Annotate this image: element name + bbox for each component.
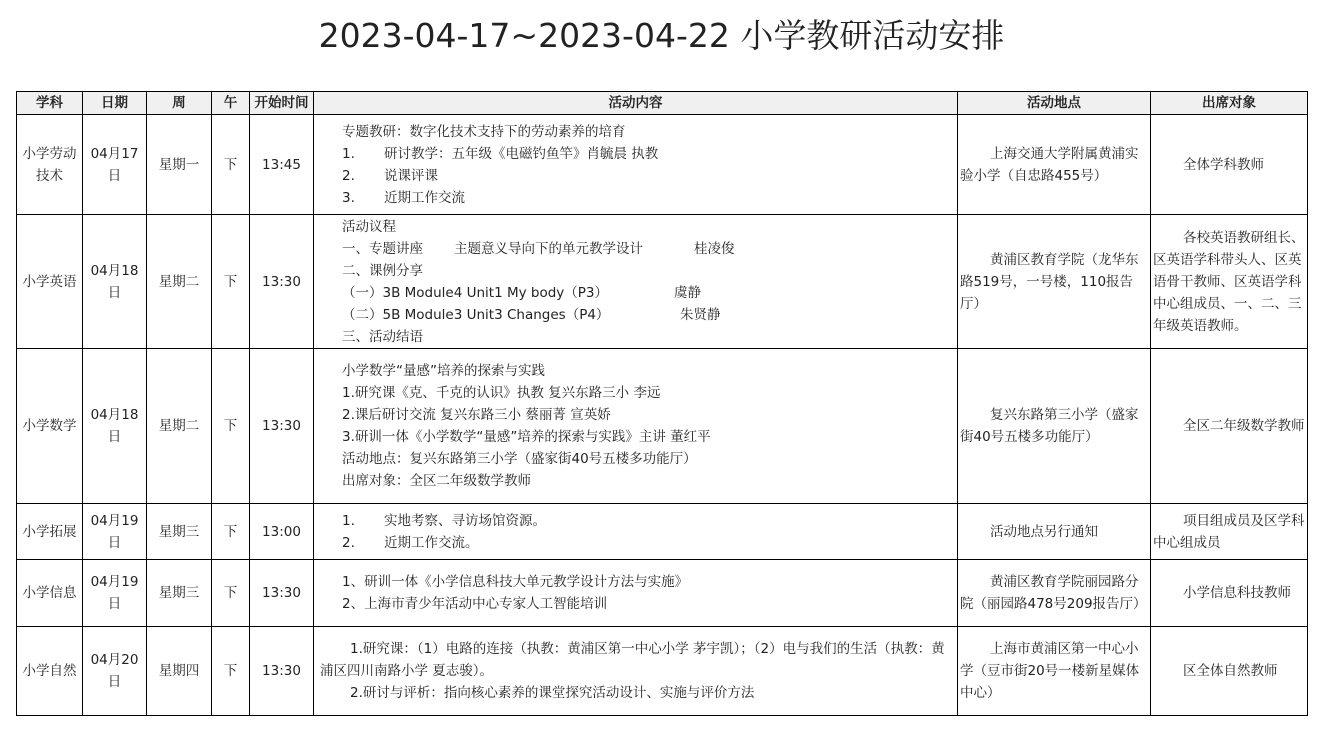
content-line (316, 238, 955, 260)
content-line: 二、课例分享 (342, 262, 423, 279)
content-line: 1.研究课：（1）电路的连接（执教：黄浦区第一中心小学 茅宇凯）；（2）电与我们的生活（执教：黄浦区四川南路小学 夏志骏）。 (320, 641, 945, 679)
date-cell: 04月19日 (83, 560, 147, 627)
noon-cell: 下 (212, 560, 250, 627)
subject-cell: 小学数学 (17, 349, 83, 504)
content-line (316, 143, 955, 165)
week-cell: 星期二 (147, 349, 212, 504)
location-cell: 上海交通大学附属黄浦实验小学（自忠路455号） (958, 115, 1151, 215)
content-cell (314, 560, 958, 627)
noon-cell: 下 (212, 504, 250, 560)
noon-cell: 下 (212, 215, 250, 349)
time-cell: 13:30 (250, 215, 314, 349)
header-start-time: 开始时间 (250, 92, 314, 115)
week-cell: 星期三 (147, 560, 212, 627)
location-cell: 黄浦区教育学院（龙华东路519号，一号楼，110报告厅） (958, 215, 1151, 349)
content-line: 2.课后研讨交流 复兴东路三小 蔡丽菁 宣英娇 (342, 407, 611, 423)
table-row (17, 349, 1308, 504)
subject-cell: 小学劳动技术 (17, 115, 83, 215)
table-row (17, 215, 1308, 349)
time-cell: 13:30 (250, 560, 314, 627)
location-cell: 复兴东路第三小学（盛家街40号五楼多功能厅） (958, 349, 1151, 504)
content-line (316, 510, 955, 532)
content-line (316, 187, 955, 209)
content-line: 2.研讨与评析：指向核心素养的课堂探究活动设计、实施与评价方法 (350, 685, 755, 701)
content-text: 虞静 (674, 284, 701, 301)
time-cell: 13:30 (250, 349, 314, 504)
noon-cell: 下 (212, 627, 250, 716)
table-row (17, 560, 1308, 627)
week-cell: 星期三 (147, 504, 212, 560)
content-text: 一、专题讲座 (342, 240, 423, 257)
table-row (17, 504, 1308, 560)
date-cell: 04月18日 (83, 349, 147, 504)
week-cell: 星期一 (147, 115, 212, 215)
header-date: 日期 (83, 92, 147, 115)
content-line: 活动议程 (342, 218, 396, 235)
date-cell: 04月19日 (83, 504, 147, 560)
content-line (316, 304, 955, 326)
content-line: 1、研训一体《小学信息科技大单元教学设计方法与实施》 (342, 574, 689, 590)
date-cell: 04月20日 (83, 627, 147, 716)
content-cell (314, 115, 958, 215)
content-line: 1.研究课《克、千克的认识》执教 复兴东路三小 李远 (342, 385, 661, 401)
subject-cell: 小学拓展 (17, 504, 83, 560)
content-cell (314, 504, 958, 560)
header-subject: 学科 (17, 92, 83, 115)
content-line: 3.研训一体《小学数学“量感”培养的探索与实践》主讲 董红平 (342, 429, 711, 445)
week-cell: 星期四 (147, 627, 212, 716)
content-line: 专题教研：数字化技术支持下的劳动素养的培育 (342, 123, 626, 140)
table-row (17, 115, 1308, 215)
list-number: 1. (342, 145, 355, 162)
content-line (316, 532, 955, 554)
audience-cell: 区全体自然教师 (1151, 627, 1308, 716)
content-line: 小学数学“量感”培养的探索与实践 (342, 363, 545, 379)
header-noon: 午 (212, 92, 250, 115)
location-cell: 上海市黄浦区第一中心小学（豆市街20号一楼新星媒体中心） (958, 627, 1151, 716)
noon-cell: 下 (212, 115, 250, 215)
time-cell: 13:00 (250, 504, 314, 560)
audience-cell: 各校英语教研组长、区英语学科带头人、区英语骨干教师、区英语学科中心组成员、一、二、三年级英语教师。 (1151, 215, 1308, 349)
list-text: 说课评课 (384, 167, 438, 184)
subject-cell: 小学信息 (17, 560, 83, 627)
location-cell: 黄浦区教育学院丽园路分院（丽园路478号209报告厅） (958, 560, 1151, 627)
date-cell: 04月18日 (83, 215, 147, 349)
list-text: 实地考察、寻访场馆资源。 (384, 512, 546, 529)
content-line: 三、活动结语 (342, 328, 423, 345)
content-text: 桂凌俊 (694, 240, 735, 257)
subject-cell: 小学自然 (17, 627, 83, 716)
week-cell: 星期二 (147, 215, 212, 349)
header-audience: 出席对象 (1151, 92, 1308, 115)
audience-cell: 全体学科教师 (1151, 115, 1308, 215)
content-line: 2、上海市青少年活动中心专家人工智能培训 (342, 596, 608, 612)
time-cell: 13:30 (250, 627, 314, 716)
content-line (316, 165, 955, 187)
content-cell (314, 215, 958, 349)
content-text: 朱贤静 (680, 306, 721, 323)
audience-cell: 项目组成员及区学科中心组成员 (1151, 504, 1308, 560)
content-text: 主题意义导向下的单元教学设计 (454, 240, 643, 257)
list-number: 3. (342, 189, 355, 206)
date-cell: 04月17日 (83, 115, 147, 215)
list-number: 2. (342, 534, 355, 551)
header-content: 活动内容 (314, 92, 958, 115)
content-line (316, 282, 955, 304)
content-cell (314, 349, 958, 504)
header-location: 活动地点 (958, 92, 1151, 115)
time-cell: 13:45 (250, 115, 314, 215)
location-cell: 活动地点另行通知 (958, 504, 1151, 560)
list-number: 2. (342, 167, 355, 184)
content-line: 活动地点：复兴东路第三小学（盛家街40号五楼多功能厅） (342, 451, 697, 467)
list-number: 1. (342, 512, 355, 529)
content-text: （二）5B Module3 Unit3 Changes（P4） (342, 306, 610, 323)
content-text: （一）3B Module4 Unit1 My body（P3） (342, 284, 609, 301)
table-row (17, 627, 1308, 716)
audience-cell: 小学信息科技教师 (1151, 560, 1308, 627)
list-text: 近期工作交流 (384, 189, 465, 206)
table-header-row (17, 92, 1308, 115)
content-cell (314, 627, 958, 716)
list-text: 研讨教学：五年级《电磁钓鱼竿》肖毓晨 执教 (384, 145, 659, 162)
audience-cell: 全区二年级数学教师 (1151, 349, 1308, 504)
subject-cell: 小学英语 (17, 215, 83, 349)
noon-cell: 下 (212, 349, 250, 504)
schedule-table (16, 91, 1308, 716)
page-title: 2023-04-17~2023-04-22 小学教研活动安排 (318, 16, 1005, 55)
content-line: 出席对象：全区二年级数学教师 (342, 473, 531, 489)
header-week: 周 (147, 92, 212, 115)
list-text: 近期工作交流。 (384, 534, 479, 551)
